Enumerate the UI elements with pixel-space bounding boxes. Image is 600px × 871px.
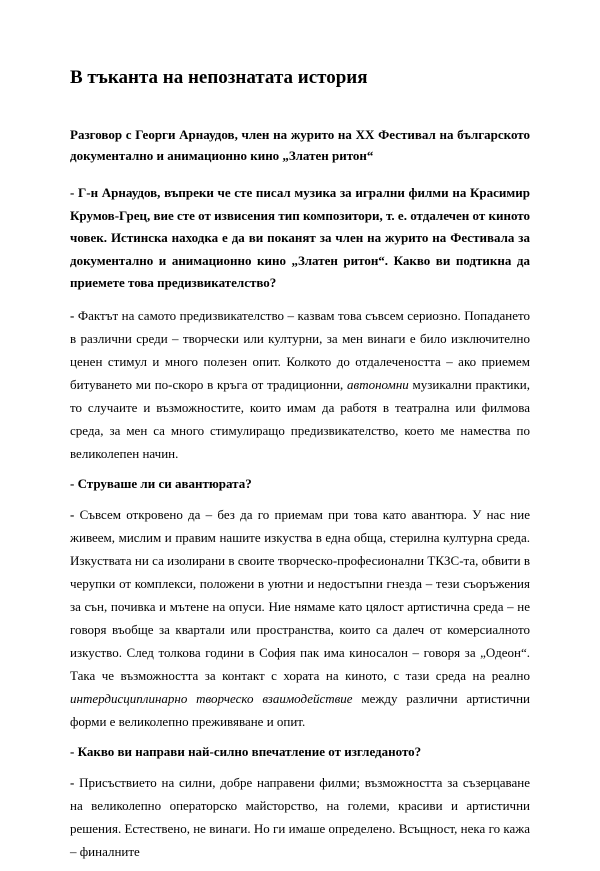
answer-text: Съвсем откровено да – без да го приемам при това като авантюра. У нас ние живеем, мислим и правим нашите изкуства в една обща, стерилна културна среда. Изкуствата ни са изолирани в своите творческо-професионални ТКЗС-та, обвити в черупки от комплекси, положени в уютни и недостъпни гнезда – тези съоръжения за сън, почивка и мътене на опуси. Ние нямаме като цялост артистична среда – не говоря въобще за квартали или пространства, които са далеч от комерсиалното изкуство. След толкова години в София пак има киносалон – говоря за „Одеон“. Така че възможността за контакт с хората на киното, с тази среда на реално: [70, 506, 530, 683]
answer-dash: -: [70, 307, 75, 323]
answer-2: [70, 503, 530, 733]
answer-text: музикални практики, то случаите и възможностите, които имам да работя в театрална или филмова среда, за мен са много стимулиращо предизвикателство, което ме намества по великолепен начин.: [70, 376, 530, 461]
answer-1: [70, 304, 530, 465]
answer-text: между различни артистични форми е великолепно преживяване и опит.: [70, 690, 530, 729]
question-3: - Какво ви направи най-силно впечатление от изгледаното?: [70, 743, 422, 759]
answer-3: [70, 771, 530, 863]
interview-body: [70, 182, 530, 871]
article-subtitle: Разговор с Георги Арнаудов, член на журито на XX Фестивал на българското документално и анимационно кино „Златен ритон“: [70, 127, 530, 163]
question-1: - Г-н Арнаудов, въпреки че сте писал музика за игрални филми на Красимир Крумов-Грец, вие сте от извисения тип композитори, т. е. отдалечен от киното човек. Истинска находка е да ви поканят за член на журито на Фестивала за документално и анимационно кино „Златен ритон“. Какво ви подтикна да приемете това предизвикателство?: [70, 185, 530, 290]
answer-text: Фактът на самото предизвикателство – казвам това съвсем сериозно. Попадането в различни среди – творчески или културни, за мен винаги е било изключително ценен стимул и много полезен опит. Колкото до отдалечеността – ако приемем битуването ми по-скоро в кръга от традиционни,: [70, 307, 530, 392]
answer-emphasis: автономни: [347, 376, 409, 392]
answer-emphasis: интердисциплинарно творческо взаимодействие: [70, 690, 353, 706]
answer-text: Присъствието на силни, добре направени филми; възможността за съзерцаване на великолепно операторско майсторство, на големи, красиви и артистични решения. Естествено, не винаги. Но ги имаше определено. Всъщност, нека го кажа – финалните: [70, 774, 530, 859]
question-2: - Струваше ли си авантюрата?: [70, 475, 252, 491]
answer-dash: -: [70, 506, 75, 522]
article-title: В тъканта на непознатата история: [70, 67, 368, 88]
answer-dash: -: [70, 774, 75, 790]
